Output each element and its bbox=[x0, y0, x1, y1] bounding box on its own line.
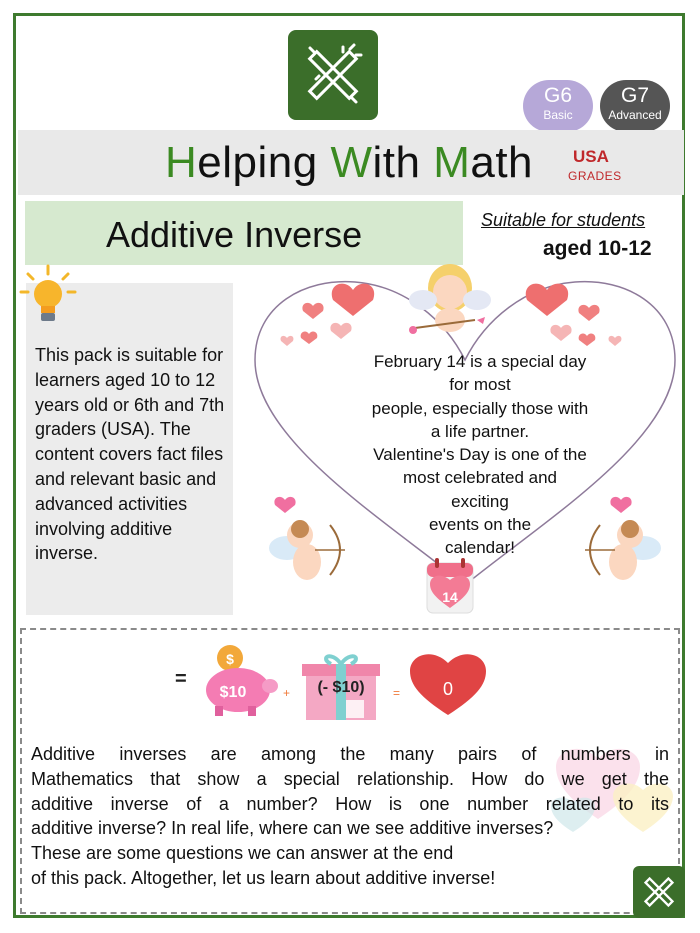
lightbulb-icon bbox=[18, 262, 78, 326]
valentine-line: Valentine's Day is one of the bbox=[373, 445, 587, 465]
paragraph-line: additive inverse of a number? How is one number related to its bbox=[31, 793, 669, 814]
paragraph-line: Mathematics that show a special relationship. How do we get the bbox=[31, 768, 669, 789]
valentine-text bbox=[350, 350, 610, 560]
grade-level: Advanced bbox=[608, 108, 662, 122]
suitable-line-1: Suitable for students bbox=[481, 210, 646, 230]
cupid-top-icon bbox=[409, 264, 491, 334]
brand-title bbox=[165, 138, 533, 188]
gift-value: (- $10) bbox=[317, 679, 365, 696]
valentine-line: exciting bbox=[451, 491, 509, 511]
grade-label: G7 bbox=[620, 84, 649, 107]
plus-sign: + bbox=[283, 686, 291, 700]
gift-box-icon bbox=[302, 656, 380, 720]
brand-part: ith bbox=[372, 138, 434, 187]
valentine-line: a life partner. bbox=[430, 421, 530, 441]
brand-part: ath bbox=[470, 138, 534, 187]
piggy-value: $10 bbox=[219, 684, 247, 701]
equals-sign: = bbox=[175, 668, 187, 690]
brand-part: W bbox=[330, 138, 373, 187]
paragraph-line: Additive inverses are among the many pairs of numbers in bbox=[31, 744, 669, 764]
result-value: 0 bbox=[442, 679, 454, 699]
grade-level: Basic bbox=[543, 108, 573, 122]
paragraph-line: additive inverse? In real life, where can we see additive inverses? bbox=[31, 818, 554, 839]
valentine-line: for most bbox=[449, 375, 511, 395]
brand-part: M bbox=[433, 138, 471, 187]
valentine-line: calendar! bbox=[445, 538, 515, 558]
pencil-ruler-logo-icon bbox=[288, 30, 378, 120]
suitable-line-2: aged 10-12 bbox=[543, 237, 652, 260]
calendar-icon bbox=[427, 558, 473, 613]
valentine-line: events on the bbox=[428, 515, 532, 535]
cupid-left-icon bbox=[269, 520, 345, 580]
grade-badge-g7 bbox=[600, 80, 670, 132]
grade-badge-g6 bbox=[523, 80, 593, 132]
brand-part: H bbox=[165, 138, 198, 187]
topic-title: Additive Inverse bbox=[106, 214, 363, 255]
intro-paragraph bbox=[31, 742, 669, 891]
calendar-day: 14 bbox=[442, 589, 458, 605]
brand-part: elping bbox=[197, 138, 331, 187]
info-text: This pack is suitable for learners aged 10 to 12 years old or 6th and 7th graders (USA). The content covers fact files and relevant basic and advanced activities involving additive inverse. bbox=[35, 345, 225, 564]
valentine-line: February 14 is a special day bbox=[373, 352, 587, 371]
additive-inverse-equation bbox=[0, 630, 700, 730]
result-heart-icon bbox=[410, 654, 486, 715]
valentine-line: people, especially those with bbox=[371, 398, 589, 418]
country-sub-label: GRADES bbox=[568, 169, 622, 183]
paragraph-line: of this pack. Altogether, let us learn about additive inverse! bbox=[31, 867, 496, 888]
paragraph-line: These are some questions we can answer at the end bbox=[31, 843, 454, 864]
valentine-line: most celebrated and bbox=[402, 468, 558, 488]
pencil-ruler-small-logo-icon bbox=[633, 866, 685, 918]
equals-sign-2: = bbox=[393, 686, 401, 700]
country-label: USA bbox=[573, 147, 609, 166]
piggy-bank-icon bbox=[206, 645, 278, 716]
grade-label: G6 bbox=[543, 84, 572, 107]
svg-text:$: $ bbox=[226, 651, 234, 667]
